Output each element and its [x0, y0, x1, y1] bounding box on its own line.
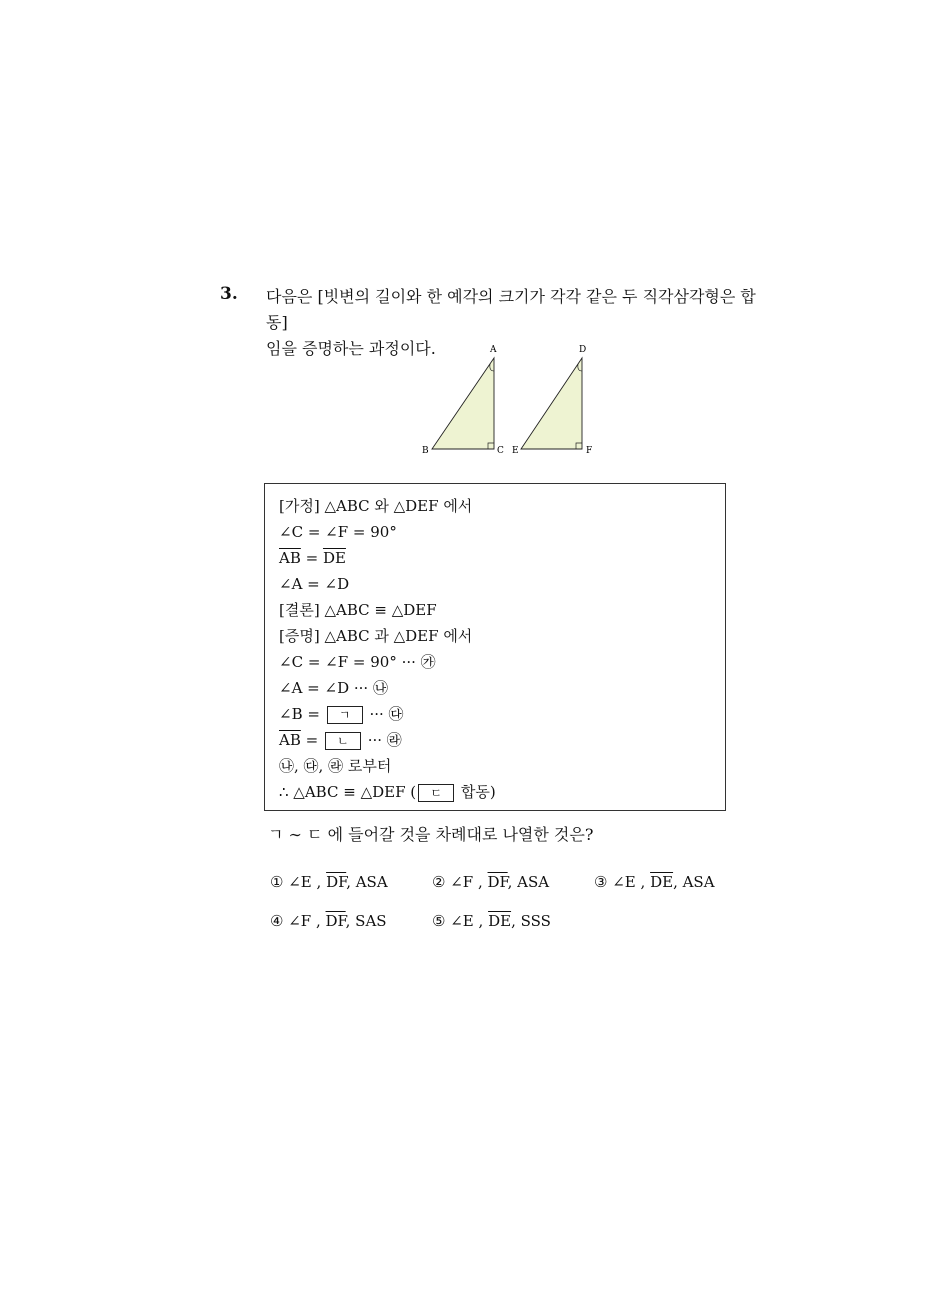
step4-suffix: ··· ㉱: [362, 731, 402, 749]
stem-line-1: 다음은 [빗변의 길이와 한 예각의 크기가 각각 같은 두 직각삼각형은 합동]: [266, 287, 756, 332]
blank-3: ㄷ: [418, 784, 454, 802]
vertex-label-d: D: [579, 345, 587, 355]
choice-2[interactable]: [432, 873, 549, 891]
triangle-figure: [410, 340, 610, 460]
choice-segment: $\overline{DE}$: [650, 873, 674, 891]
choice-rule: , SSS: [511, 912, 551, 930]
choice-4[interactable]: [270, 912, 387, 930]
assumption-heading: [가정] △ABC 와 △DEF 에서: [279, 497, 473, 515]
question-prompt: ㄱ ∼ ㄷ 에 들어갈 것을 차례대로 나열한 것은?: [268, 825, 594, 844]
choice-segment: $\overline{DF}$: [487, 873, 508, 891]
step4-segment: $\overline{AB}$: [279, 731, 301, 749]
step6-prefix: ∴ △ABC ≡ △DEF (: [279, 783, 417, 801]
choice-rule: , ASA: [507, 873, 550, 891]
segment-de: $\overline{DE}$: [322, 549, 346, 567]
choice-angle: ∠E ,: [612, 873, 646, 891]
proof-box: [264, 483, 726, 811]
vertex-label-c: C: [497, 446, 504, 456]
blank-1: ㄱ: [327, 706, 363, 724]
choice-segment: $\overline{DF}$: [326, 873, 347, 891]
choice-rule: , SAS: [345, 912, 387, 930]
equals-sign: =: [300, 549, 323, 567]
step3-prefix: ∠B =: [279, 705, 325, 723]
proof-step-2: ∠A = ∠D ··· ㉯: [279, 679, 388, 697]
given-angles: ∠A = ∠D: [279, 575, 350, 593]
step3-suffix: ··· ㉰: [364, 705, 404, 723]
choice-angle: ∠F ,: [288, 912, 321, 930]
choice-rule: , ASA: [346, 873, 388, 891]
step4-equals: =: [300, 731, 323, 749]
blank-2: ㄴ: [325, 732, 361, 750]
vertex-label-e: E: [512, 446, 519, 456]
choice-1[interactable]: [270, 873, 388, 891]
triangle-def: [512, 345, 592, 456]
given-right-angles: ∠C = ∠F = 90°: [279, 523, 397, 541]
choice-number: ①: [270, 873, 284, 891]
conclusion-line: [결론] △ABC ≡ △DEF: [279, 601, 437, 619]
choice-segment: $\overline{DE}$: [488, 912, 512, 930]
segment-ab: $\overline{AB}$: [279, 549, 301, 567]
proof-step-4: [279, 727, 711, 753]
proof-step-5: ㉯, ㉰, ㉱ 로부터: [279, 757, 392, 775]
choice-angle: ∠E ,: [288, 873, 322, 891]
proof-heading: [증명] △ABC 과 △DEF 에서: [279, 627, 473, 645]
choice-segment: $\overline{DF}$: [325, 912, 346, 930]
triangle-abc: [422, 345, 504, 456]
choice-5[interactable]: [432, 912, 551, 930]
question-number: 3.: [220, 284, 238, 304]
choice-rule: , ASA: [673, 873, 715, 891]
step6-suffix: 합동): [456, 783, 496, 801]
choice-angle: ∠F ,: [450, 873, 483, 891]
given-hypotenuse: [279, 545, 711, 571]
vertex-label-a: A: [490, 345, 497, 355]
choice-angle: ∠E ,: [450, 912, 484, 930]
choice-3[interactable]: [594, 873, 715, 891]
choice-number: ②: [432, 873, 446, 891]
choice-number: ⑤: [432, 912, 446, 930]
vertex-label-b: B: [422, 446, 429, 456]
stem-line-2: 임을 증명하는 과정이다.: [266, 339, 436, 358]
proof-step-3: [279, 701, 711, 727]
choice-number: ③: [594, 873, 608, 891]
vertex-label-f: F: [586, 446, 593, 456]
proof-step-6: [279, 779, 711, 805]
proof-step-1: ∠C = ∠F = 90° ··· ㉮: [279, 653, 436, 671]
choice-number: ④: [270, 912, 284, 930]
